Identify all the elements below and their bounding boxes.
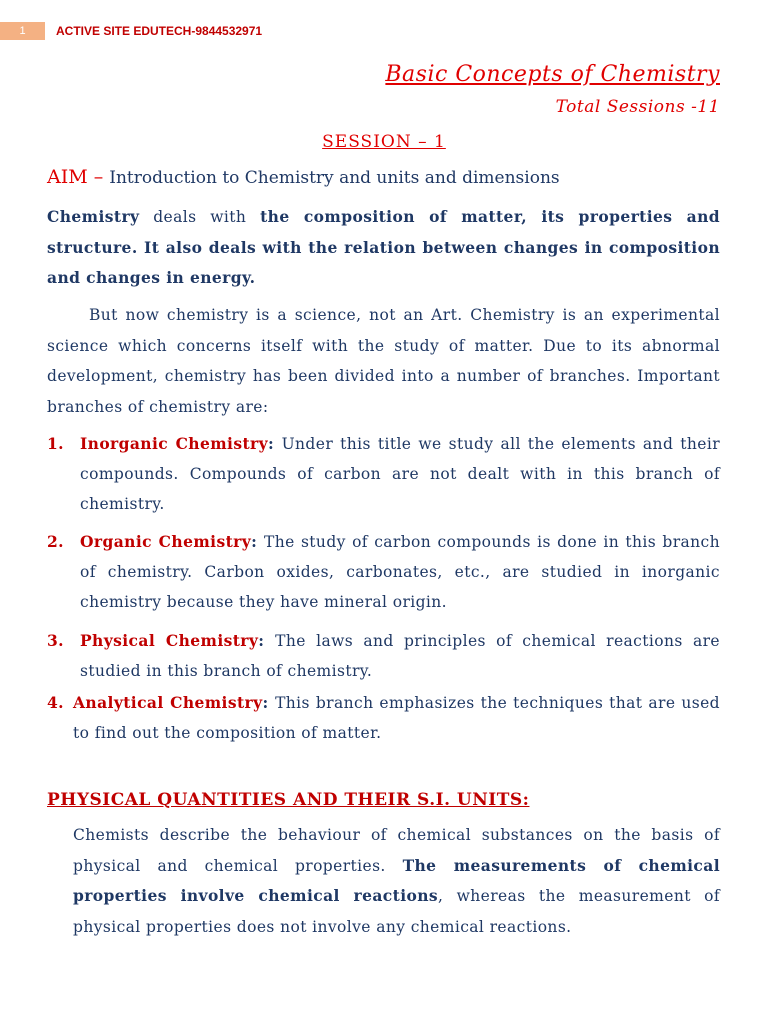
list-number: 1.	[47, 434, 64, 453]
intro-rest: the composition of matter, its properties and structure. It also deals with the relation between changes in composition and changes in energy.	[47, 207, 721, 287]
branch-text: This branch emphasizes the techniques that are used to find out the composition of matter.	[73, 694, 720, 742]
list-number: 4.	[47, 693, 64, 712]
branch-colon: :	[267, 434, 282, 453]
aim-line	[47, 166, 560, 188]
paragraph-end: , whereas the measurement of physical properties does not involve any chemical reactions.	[73, 887, 720, 936]
branch-text: Under this title we study all the elements and their compounds. Compounds of carbon are not dealt with in this branch of chemistry.	[80, 435, 721, 513]
list-number: 3.	[47, 631, 64, 650]
session-heading: SESSION – 1	[322, 132, 446, 152]
aim-label: AIM –	[47, 166, 110, 188]
section-heading: PHYSICAL QUANTITIES AND THEIR S.I. UNITS:	[47, 790, 530, 810]
page-header	[0, 22, 768, 40]
branch-text: The laws and principles of chemical reactions are studied in this branch of chemistry.	[80, 632, 720, 680]
branch-colon: :	[258, 631, 276, 650]
branch-term: Organic Chemistry	[80, 532, 252, 551]
header-text: ACTIVE SITE EDUTECH-9844532971	[56, 24, 263, 38]
physical-quantities-paragraph	[73, 820, 720, 942]
branch-colon: :	[262, 693, 276, 712]
list-item	[47, 688, 720, 748]
list-number: 2.	[47, 532, 64, 551]
branch-term: Physical Chemistry	[80, 631, 259, 650]
branch-colon: :	[251, 532, 264, 551]
branch-text: The study of carbon compounds is done in this branch of chemistry. Carbon oxides, carbonates, etc., are studied in inorganic chemistry because they have mineral origin.	[80, 533, 721, 611]
document-title: Basic Concepts of Chemistry	[385, 62, 720, 87]
paragraph-start: Chemists describe the behaviour of chemical substances on the basis of physical and chemical properties.	[73, 826, 720, 875]
intro-mid: deals with	[139, 208, 261, 226]
branch-term: Analytical Chemistry	[73, 693, 263, 712]
page-number: 1	[0, 22, 45, 40]
intro-paragraph	[47, 202, 720, 294]
list-item	[47, 527, 720, 617]
intro-term: Chemistry	[47, 207, 140, 226]
list-item	[47, 429, 720, 519]
list-item	[47, 626, 720, 686]
aim-text: Introduction to Chemistry and units and dimensions	[109, 168, 560, 188]
total-sessions: Total Sessions -11	[555, 97, 720, 117]
branch-term: Inorganic Chemistry	[80, 434, 268, 453]
branches-intro-paragraph: But now chemistry is a science, not an Art. Chemistry is an experimental science which concerns itself with the study of matter. Due to its abnormal development, chemistry has been divided into a number of branches. Important branches of chemistry are:	[47, 306, 720, 416]
paragraph-bold: The measurements of chemical properties involve chemical reactions	[73, 855, 720, 905]
